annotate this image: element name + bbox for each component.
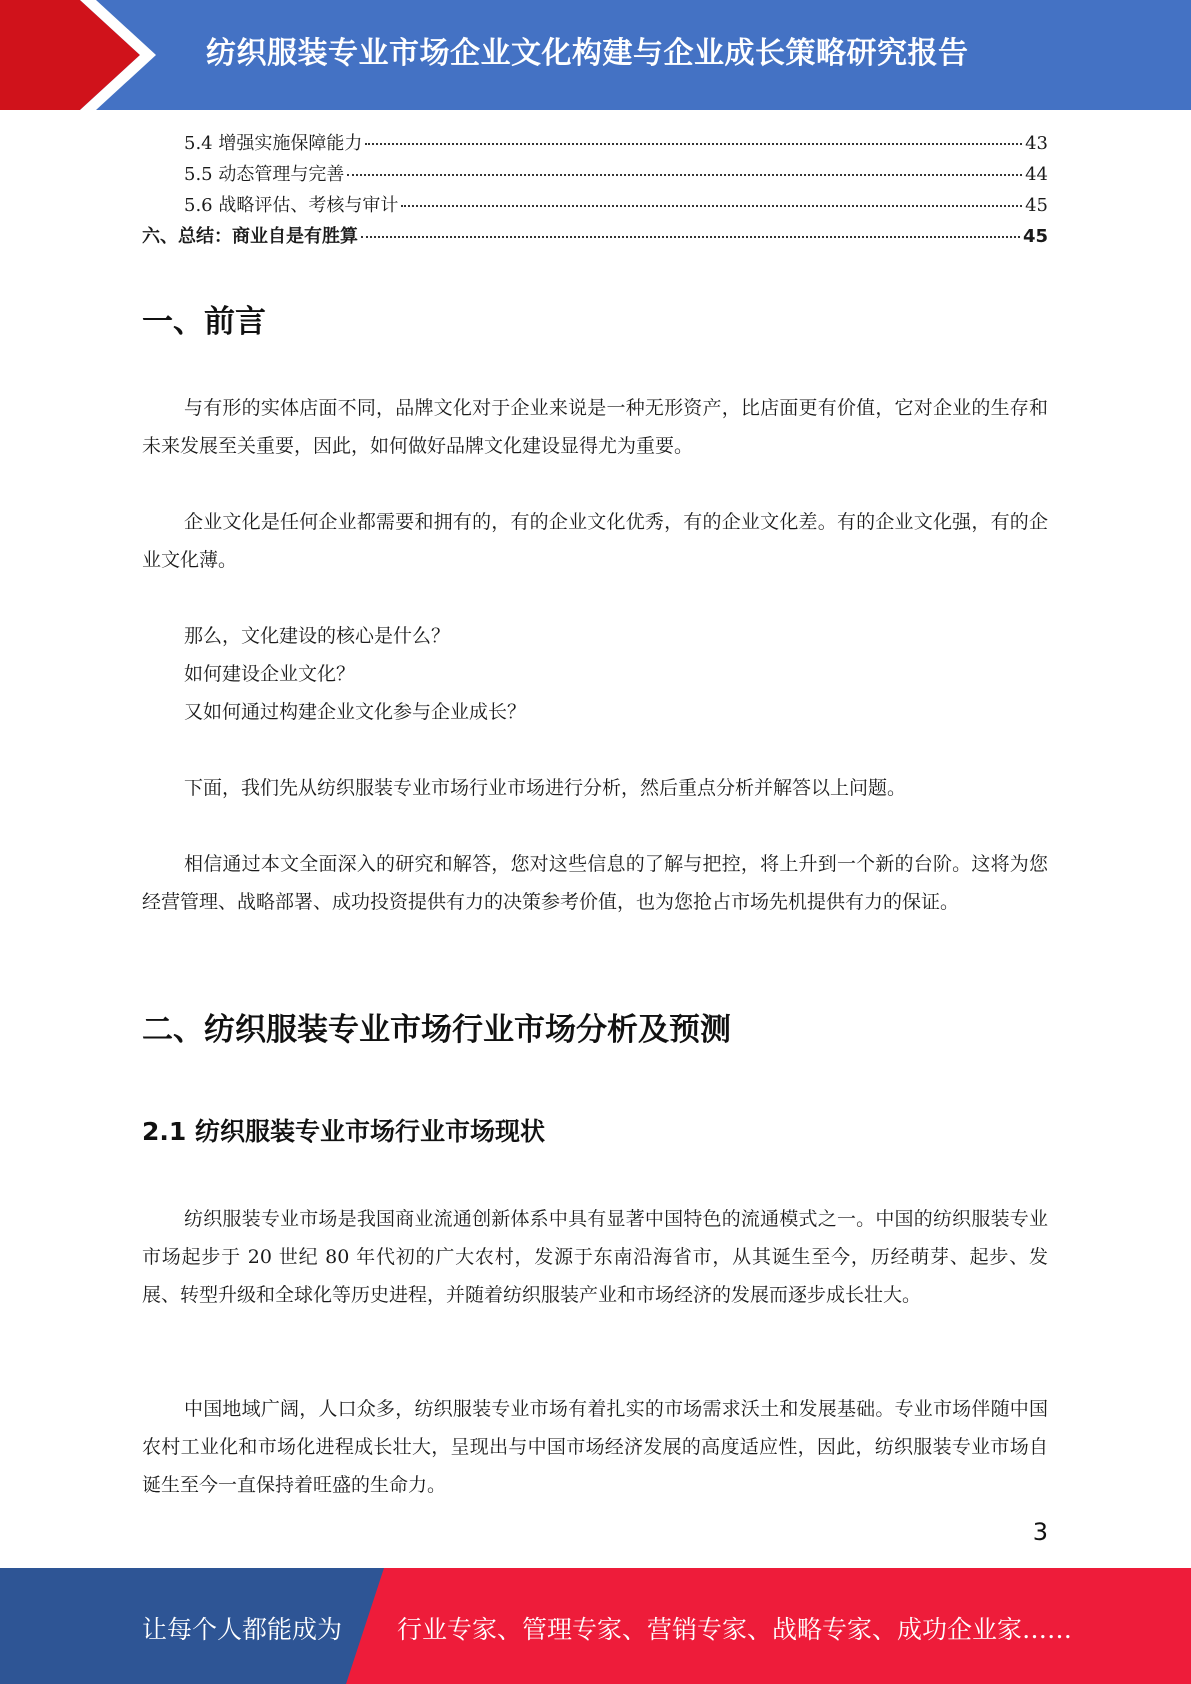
toc-entry-label: 5.6 战略评估、考核与审计 <box>184 195 399 216</box>
page-number: 3 <box>1032 1518 1048 1546</box>
toc-entry-page: 45 <box>1022 226 1048 247</box>
page-header <box>0 0 1191 110</box>
paragraph: 相信通过本文全面深入的研究和解答，您对这些信息的了解与把控，将上升到一个新的台阶。这将为您经营管理、战略部署、成功投资提供有力的决策参考价值，也为您抢占市场先机提供有力的保证。 <box>142 853 1048 913</box>
page-footer <box>0 1568 1191 1684</box>
toc-entry-page: 45 <box>1025 195 1048 216</box>
document-title: 纺织服装专业市场企业文化构建与企业成长策略研究报告 <box>206 36 969 71</box>
toc-entry-page: 43 <box>1025 133 1048 154</box>
paragraph: 中国地域广阔，人口众多，纺织服装专业市场有着扎实的市场需求沃土和发展基础。专业市场伴随中国农村工业化和市场化进程成长壮大，呈现出与中国市场经济发展的高度适应性，因此，纺织服装专业市场自诞生至今一直保持着旺盛的生命力。 <box>142 1398 1048 1496</box>
toc-leader-dots <box>401 205 1022 207</box>
toc-entry-label: 六、总结：商业自是有胜算 <box>142 226 358 247</box>
paragraph: 企业文化是任何企业都需要和拥有的，有的企业文化优秀，有的企业文化差。有的企业文化强，有的企业文化薄。 <box>142 511 1048 571</box>
question-line: 如何建设企业文化？ <box>184 663 356 685</box>
toc-leader-dots <box>347 174 1022 176</box>
section-heading-market-analysis: 二、纺织服装专业市场行业市场分析及预测 <box>142 1012 731 1048</box>
toc-leader-dots <box>365 143 1022 145</box>
toc-entry-page: 44 <box>1025 164 1048 185</box>
subsection-heading-market-status: 2.1 纺织服装专业市场行业市场现状 <box>142 1117 545 1146</box>
toc-entry-label: 5.5 动态管理与完善 <box>184 164 345 185</box>
paragraph: 纺织服装专业市场是我国商业流通创新体系中具有显著中国特色的流通模式之一。中国的纺织服装专业市场起步于 20 世纪 80 年代初的广大农村，发源于东南沿海省市，从其诞生至今，历经萌芽、起步、发展、转型升级和全球化等历史进程，并随着纺织服装产业和市场经济的发展而逐步成长壮大。 <box>142 1208 1048 1306</box>
section-heading-preface: 一、前言 <box>142 304 266 340</box>
question-line: 那么，文化建设的核心是什么？ <box>184 625 451 647</box>
toc-entry-label: 5.4 增强实施保障能力 <box>184 133 363 154</box>
question-line: 又如何通过构建企业文化参与企业成长？ <box>184 701 527 723</box>
toc-entry[interactable] <box>142 222 1048 253</box>
paragraph: 与有形的实体店面不同，品牌文化对于企业来说是一种无形资产，比店面更有价值，它对企业的生存和未来发展至关重要，因此，如何做好品牌文化建设显得尤为重要。 <box>142 397 1048 457</box>
toc-leader-dots <box>361 236 1020 238</box>
footer-slogan-left: 让每个人都能成为 <box>142 1615 343 1644</box>
toc-entry[interactable] <box>142 191 1048 222</box>
paragraph: 下面，我们先从纺织服装专业市场行业市场进行分析，然后重点分析并解答以上问题。 <box>184 777 907 799</box>
toc-entry[interactable] <box>142 160 1048 191</box>
table-of-contents <box>142 129 1048 253</box>
footer-slogan-right: 行业专家、管理专家、营销专家、战略专家、成功企业家…… <box>397 1615 1073 1644</box>
toc-entry[interactable] <box>142 129 1048 160</box>
